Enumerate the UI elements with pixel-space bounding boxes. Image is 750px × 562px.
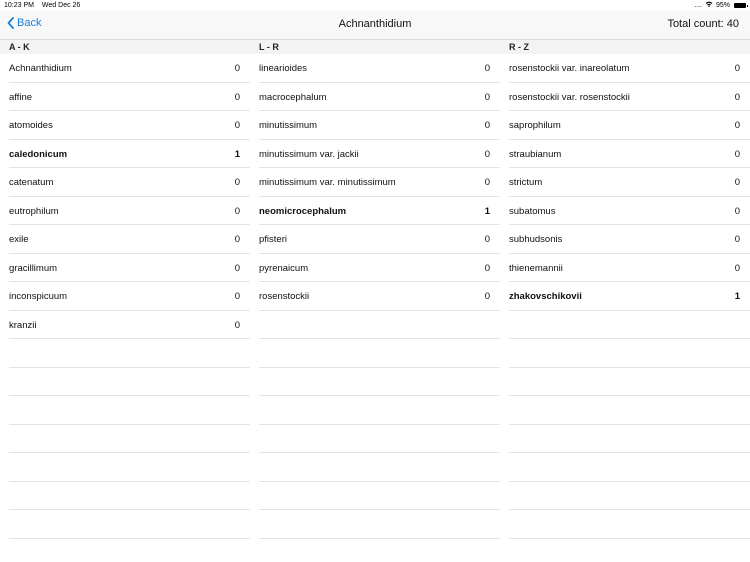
page-title: Achnanthidium xyxy=(338,18,412,30)
status-left xyxy=(4,0,86,11)
list-item-name: zhakovschikovii xyxy=(509,291,582,302)
empty-list-row xyxy=(509,396,750,425)
list-item-count: 0 xyxy=(734,205,740,217)
status-right xyxy=(694,0,746,11)
list-item[interactable] xyxy=(509,140,750,169)
empty-list-row xyxy=(509,311,750,340)
list-item-count: 1 xyxy=(734,291,740,302)
list-item[interactable] xyxy=(9,282,250,311)
list-item-count: 0 xyxy=(234,319,240,331)
list-item[interactable] xyxy=(259,168,500,197)
column-header: L - R xyxy=(250,40,500,54)
empty-list-row xyxy=(259,453,500,482)
list-item-name: kranzii xyxy=(9,319,37,331)
list-item[interactable] xyxy=(509,282,750,311)
list-item-count: 0 xyxy=(734,234,740,245)
empty-list-row xyxy=(259,368,500,397)
empty-list-row xyxy=(259,510,500,539)
empty-list-row xyxy=(9,482,250,511)
list-item[interactable] xyxy=(9,111,250,140)
navigation-bar xyxy=(0,11,750,40)
empty-list-row xyxy=(509,482,750,511)
list-item-name: pfisteri xyxy=(259,234,287,245)
list-item-count: 0 xyxy=(484,262,490,274)
list-item[interactable] xyxy=(509,197,750,226)
back-button-label: Back xyxy=(17,17,42,29)
list-item-count: 0 xyxy=(234,234,240,245)
list-item-count: 0 xyxy=(234,91,240,103)
column-header: A - K xyxy=(0,40,250,54)
empty-list-row xyxy=(9,453,250,482)
list-item-name: eutrophilum xyxy=(9,205,59,217)
empty-list-row xyxy=(9,425,250,454)
empty-list-row xyxy=(9,339,250,368)
list-item-name: affine xyxy=(9,91,33,103)
column-list xyxy=(509,54,750,539)
list-item-count: 0 xyxy=(734,91,740,103)
list-item-name: minutissimum var. jackii xyxy=(259,148,359,160)
list-item[interactable] xyxy=(509,111,750,140)
list-item-count: 0 xyxy=(734,177,740,188)
list-item-name: inconspicuum xyxy=(9,291,68,302)
list-item-count: 0 xyxy=(484,91,490,103)
list-item-name: neomicrocephalum xyxy=(259,205,347,217)
empty-list-row xyxy=(509,510,750,539)
empty-list-row xyxy=(509,453,750,482)
column-l-r xyxy=(250,40,500,539)
list-item[interactable] xyxy=(509,254,750,283)
list-item-count: 0 xyxy=(484,120,490,131)
list-item-name: atomoides xyxy=(9,120,53,131)
empty-list-row xyxy=(9,368,250,397)
total-count: Total count: 40 xyxy=(667,18,739,30)
empty-list-row xyxy=(259,339,500,368)
list-item[interactable] xyxy=(9,197,250,226)
list-item-name: strictum xyxy=(509,177,543,188)
list-item[interactable] xyxy=(259,140,500,169)
list-item-name: subatomus xyxy=(509,205,556,217)
list-item[interactable] xyxy=(259,54,500,83)
empty-list-row xyxy=(509,368,750,397)
list-item[interactable] xyxy=(9,225,250,254)
empty-list-row xyxy=(9,396,250,425)
list-item-name: straubianum xyxy=(509,148,562,160)
list-item-count: 0 xyxy=(234,120,240,131)
list-item-name: subhudsonis xyxy=(509,234,563,245)
list-item-name: rosenstockii var. inareolatum xyxy=(509,63,630,74)
list-item[interactable] xyxy=(259,111,500,140)
list-item[interactable] xyxy=(509,225,750,254)
status-time: 10:23 PM xyxy=(4,2,34,9)
empty-list-row xyxy=(259,482,500,511)
empty-list-row xyxy=(9,510,250,539)
battery-icon xyxy=(734,3,746,8)
list-item[interactable] xyxy=(9,311,250,340)
status-bar xyxy=(0,0,750,11)
list-item[interactable] xyxy=(259,225,500,254)
list-item-count: 0 xyxy=(234,262,240,274)
list-item[interactable] xyxy=(509,168,750,197)
column-list xyxy=(9,54,250,539)
list-item-count: 0 xyxy=(234,205,240,217)
empty-list-row xyxy=(259,425,500,454)
list-item-name: minutissimum xyxy=(259,120,318,131)
empty-list-row xyxy=(259,311,500,340)
battery-percent: 95% xyxy=(715,2,730,9)
list-item-count: 0 xyxy=(484,148,490,160)
list-item-count: 1 xyxy=(234,148,240,160)
list-item-count: 0 xyxy=(484,291,490,302)
list-item-count: 0 xyxy=(484,63,490,74)
list-item-name: linearioides xyxy=(259,63,308,74)
list-item-name: exile xyxy=(9,234,29,245)
list-item-count: 0 xyxy=(484,177,490,188)
list-item[interactable] xyxy=(259,254,500,283)
column-list xyxy=(259,54,500,539)
column-header: R - Z xyxy=(500,40,750,54)
list-item[interactable] xyxy=(509,83,750,112)
list-item[interactable] xyxy=(259,83,500,112)
list-item-count: 0 xyxy=(734,262,740,274)
wifi-icon xyxy=(705,0,713,11)
list-item-name: saprophilum xyxy=(509,120,561,131)
list-item-name: minutissimum var. minutissimum xyxy=(259,177,396,188)
list-item-count: 0 xyxy=(234,291,240,302)
list-item-count: 0 xyxy=(234,63,240,74)
list-item[interactable] xyxy=(9,140,250,169)
list-item-count: 0 xyxy=(734,148,740,160)
list-item-name: caledonicum xyxy=(9,148,68,160)
list-item[interactable] xyxy=(9,254,250,283)
list-item-name: macrocephalum xyxy=(259,91,327,103)
list-item[interactable] xyxy=(9,83,250,112)
column-r-z xyxy=(500,40,750,539)
empty-list-row xyxy=(509,425,750,454)
list-item[interactable] xyxy=(509,54,750,83)
list-item[interactable] xyxy=(259,282,500,311)
list-item-count: 0 xyxy=(234,177,240,188)
list-item-name: pyrenaicum xyxy=(259,262,309,274)
list-item-count: 0 xyxy=(734,120,740,131)
list-item-count: 1 xyxy=(484,205,490,217)
list-item[interactable] xyxy=(259,197,500,226)
empty-list-row xyxy=(259,396,500,425)
list-item-name: rosenstockii var. rosenstockii xyxy=(509,91,630,103)
list-item-name: catenatum xyxy=(9,177,54,188)
list-item-name: rosenstockii xyxy=(259,291,310,302)
list-item[interactable] xyxy=(9,168,250,197)
signal-dots-icon: .... xyxy=(694,2,702,9)
status-date: Wed Dec 26 xyxy=(41,2,81,9)
empty-list-row xyxy=(509,339,750,368)
list-item-name: Achnanthidium xyxy=(9,63,72,74)
list-item-count: 0 xyxy=(484,234,490,245)
list-item-name: thienemannii xyxy=(509,262,563,274)
column-a-k xyxy=(0,40,250,539)
list-item-name: gracillimum xyxy=(9,262,58,274)
list-item-count: 0 xyxy=(734,63,740,74)
list-item[interactable] xyxy=(9,54,250,83)
